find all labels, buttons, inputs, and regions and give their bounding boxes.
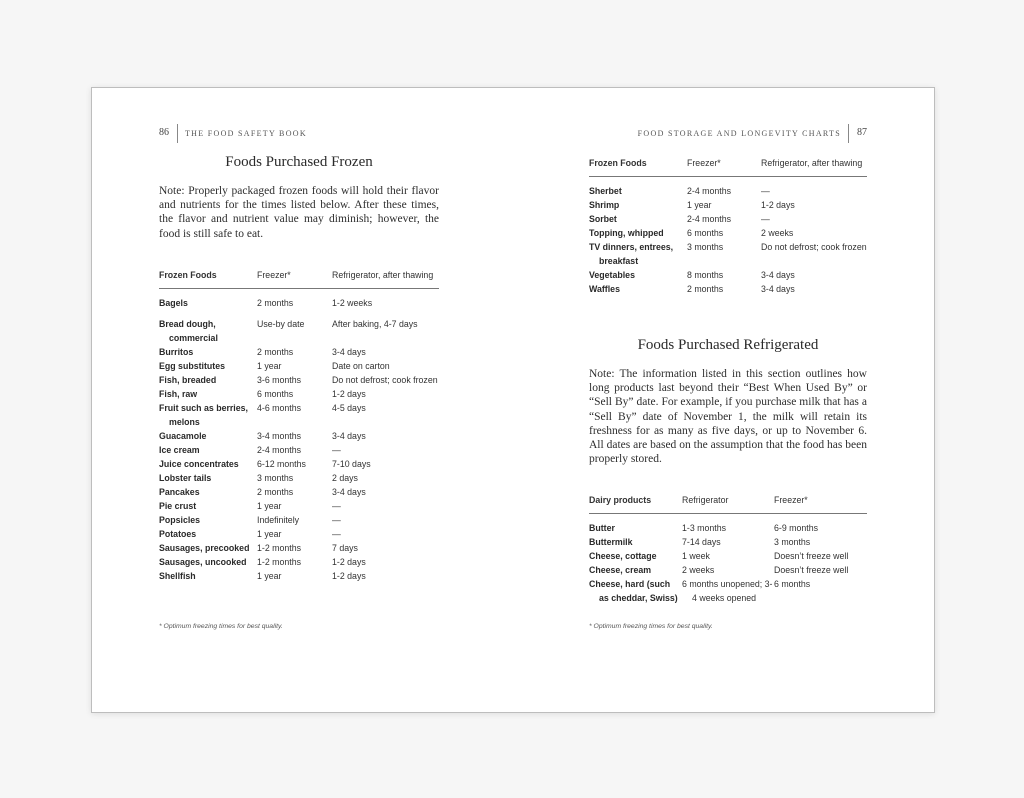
food-name: Fish, breaded [159, 375, 217, 385]
refrigerator-time: 6 months unopened; 3-4 weeks opened [682, 579, 773, 603]
food-name: Fruit such as berries, melons [159, 403, 248, 427]
freezer-time: 6 months [687, 228, 724, 238]
section-title: Foods Purchased Refrigerated [637, 337, 819, 353]
table-row [589, 212, 867, 226]
food-name: Burritos [159, 347, 194, 357]
food-name: Cheese, hard (such as cheddar, Swiss) [589, 579, 678, 603]
column-header: Refrigerator, after thawing [761, 158, 867, 177]
freezer-time: Use-by date [257, 319, 305, 329]
table-row [589, 521, 867, 535]
table-row [159, 457, 439, 471]
freezer-time: 2-4 months [687, 214, 732, 224]
thawed-time: 3-4 days [761, 284, 795, 294]
table-row [589, 563, 867, 577]
freezer-time: Indefinitely [257, 515, 300, 525]
food-name: Bagels [159, 298, 188, 308]
column-header: Freezer* [257, 270, 332, 289]
freezer-time: 1 year [257, 571, 282, 581]
refrigerator-time: 1 week [682, 551, 710, 561]
page-number: 87 [857, 127, 867, 138]
thawed-time: — [332, 529, 341, 539]
table-row [159, 317, 439, 345]
thawed-time: 3-4 days [761, 270, 795, 280]
freezer-time: 2-4 months [257, 445, 302, 455]
refrigerator-time: 2 weeks [682, 565, 715, 575]
column-header: Refrigerator, after thawing [332, 270, 439, 289]
table-row [159, 443, 439, 457]
freezer-time: 2 months [257, 298, 294, 308]
table-row [159, 429, 439, 443]
table-row [159, 373, 439, 387]
food-name: Buttermilk [589, 537, 633, 547]
freezer-time: 6-9 months [774, 523, 819, 533]
freezer-time: 1 year [257, 501, 282, 511]
table-row [589, 226, 867, 240]
food-name: Potatoes [159, 529, 197, 539]
freezer-time: 3-4 months [257, 431, 302, 441]
frozen-foods-table [159, 270, 439, 583]
column-header: Refrigerator [682, 495, 774, 514]
food-name: Cheese, cottage [589, 551, 657, 561]
freezer-time: 1 year [257, 361, 282, 371]
table-row [159, 513, 439, 527]
thawed-time: 1-2 days [332, 389, 366, 399]
column-header: Freezer* [774, 495, 867, 514]
footnote: * Optimum freezing times for best quality. [589, 623, 713, 630]
thawed-time: 1-2 weeks [332, 298, 373, 308]
refrigerator-time: 7-14 days [682, 537, 721, 547]
table-row [589, 535, 867, 549]
food-name: Topping, whipped [589, 228, 664, 238]
thawed-time: 3-4 days [332, 487, 366, 497]
freezer-time: 1 year [257, 529, 282, 539]
freezer-time: 6-12 months [257, 459, 306, 469]
thawed-time: 2 days [332, 473, 358, 483]
thawed-time: 3-4 days [332, 347, 366, 357]
thawed-time: — [761, 186, 770, 196]
header-divider [177, 124, 178, 143]
food-name: Fish, raw [159, 389, 198, 399]
thawed-time: — [332, 445, 341, 455]
refrigerator-time: 1-3 months [682, 523, 727, 533]
table-row [159, 541, 439, 555]
food-name: TV dinners, entrees, breakfast [589, 242, 674, 266]
thawed-time: — [332, 501, 341, 511]
table-row [589, 268, 867, 282]
food-name: Cheese, cream [589, 565, 652, 575]
table-row [159, 527, 439, 541]
column-header: Dairy products [589, 495, 682, 514]
table-header-row [159, 270, 439, 289]
table-row [159, 485, 439, 499]
freezer-time: 2 months [257, 487, 294, 497]
page-number: 86 [159, 127, 169, 138]
thawed-time: 4-5 days [332, 403, 366, 413]
freezer-time: 3 months [257, 473, 294, 483]
table-row [159, 296, 439, 310]
thawed-time: 1-2 days [332, 557, 366, 567]
food-name: Pie crust [159, 501, 197, 511]
frozen-foods-table-continued [589, 158, 867, 296]
column-header: Frozen Foods [589, 158, 687, 177]
thawed-time: 2 weeks [761, 228, 794, 238]
table-row [589, 198, 867, 212]
freezer-time: 6 months [774, 579, 811, 589]
table-row [589, 577, 867, 605]
table-row [159, 345, 439, 359]
freezer-time: 6 months [257, 389, 294, 399]
freezer-time: Doesn’t freeze well [774, 551, 849, 561]
table-row [159, 359, 439, 373]
freezer-time: 1 year [687, 200, 712, 210]
thawed-time: — [332, 515, 341, 525]
table-row [159, 387, 439, 401]
food-name: Lobster tails [159, 473, 212, 483]
running-head-right [589, 126, 867, 144]
running-head-left [159, 126, 439, 144]
section-note: Note: Properly packaged frozen foods will hold their flavor and nutrients for the times listed below. After these times, the flavor and nutrient value may diminish; however, the food is still safe to eat. [159, 185, 439, 240]
food-name: Guacamole [159, 431, 207, 441]
table-row [589, 282, 867, 296]
freezer-time: 1-2 months [257, 557, 302, 567]
thawed-time: 1-2 days [761, 200, 795, 210]
food-name: Shellfish [159, 571, 196, 581]
food-name: Sorbet [589, 214, 617, 224]
freezer-time: 8 months [687, 270, 724, 280]
column-header: Freezer* [687, 158, 761, 177]
thawed-time: After baking, 4-7 days [332, 319, 418, 329]
food-name: Sherbet [589, 186, 622, 196]
running-head-text: THE FOOD SAFETY BOOK [185, 129, 307, 138]
food-name: Ice cream [159, 445, 200, 455]
food-name: Sausages, precooked [159, 543, 250, 553]
food-name: Waffles [589, 284, 620, 294]
freezer-time: 2 months [687, 284, 724, 294]
thawed-time: Do not defrost; cook frozen [761, 242, 867, 252]
thawed-time: Date on carton [332, 361, 390, 371]
book-spread [91, 87, 935, 713]
food-name: Popsicles [159, 515, 201, 525]
freezer-time: 1-2 months [257, 543, 302, 553]
thawed-time: 7 days [332, 543, 358, 553]
table-row [159, 471, 439, 485]
food-name: Butter [589, 523, 615, 533]
running-head-text: FOOD STORAGE AND LONGEVITY CHARTS [637, 129, 841, 138]
right-page [589, 88, 867, 712]
food-name: Juice concentrates [159, 459, 239, 469]
thawed-time: 3-4 days [332, 431, 366, 441]
food-name: Sausages, uncooked [159, 557, 247, 567]
thawed-time: — [761, 214, 770, 224]
freezer-time: 3-6 months [257, 375, 302, 385]
freezer-time: 3 months [687, 242, 724, 252]
column-header: Frozen Foods [159, 270, 257, 289]
table-row [159, 555, 439, 569]
table-header-row [589, 495, 867, 514]
thawed-time: 1-2 days [332, 571, 366, 581]
table-row [159, 401, 439, 429]
section-note: Note: The information listed in this section outlines how long products last beyond their “Best When Used By” or “Sell By” date. For example, if you purchase milk that has a “Sell By” date of November 1, the milk will retain its freshness for as many as five days, or up to November 6. All dates are based on the assumption that the food has been properly stored. [589, 368, 867, 466]
freezer-time: 4-6 months [257, 403, 302, 413]
dairy-products-table [589, 495, 867, 605]
table-row [159, 499, 439, 513]
header-divider [848, 124, 849, 143]
section-title: Foods Purchased Frozen [225, 154, 373, 170]
food-name: Vegetables [589, 270, 635, 280]
freezer-time: 2-4 months [687, 186, 732, 196]
thawed-time: 7-10 days [332, 459, 371, 469]
footnote: * Optimum freezing times for best quality. [159, 623, 283, 630]
food-name: Egg substitutes [159, 361, 225, 371]
table-header-row [589, 158, 867, 177]
food-name: Shrimp [589, 200, 620, 210]
freezer-time: Doesn’t freeze well [774, 565, 849, 575]
table-row [589, 240, 867, 268]
left-page [159, 88, 439, 712]
freezer-time: 3 months [774, 537, 811, 547]
food-name: Pancakes [159, 487, 200, 497]
table-row [589, 549, 867, 563]
freezer-time: 2 months [257, 347, 294, 357]
food-name: Bread dough, commercial [159, 319, 218, 343]
thawed-time: Do not defrost; cook frozen [332, 375, 438, 385]
table-row [589, 184, 867, 198]
table-row [159, 569, 439, 583]
